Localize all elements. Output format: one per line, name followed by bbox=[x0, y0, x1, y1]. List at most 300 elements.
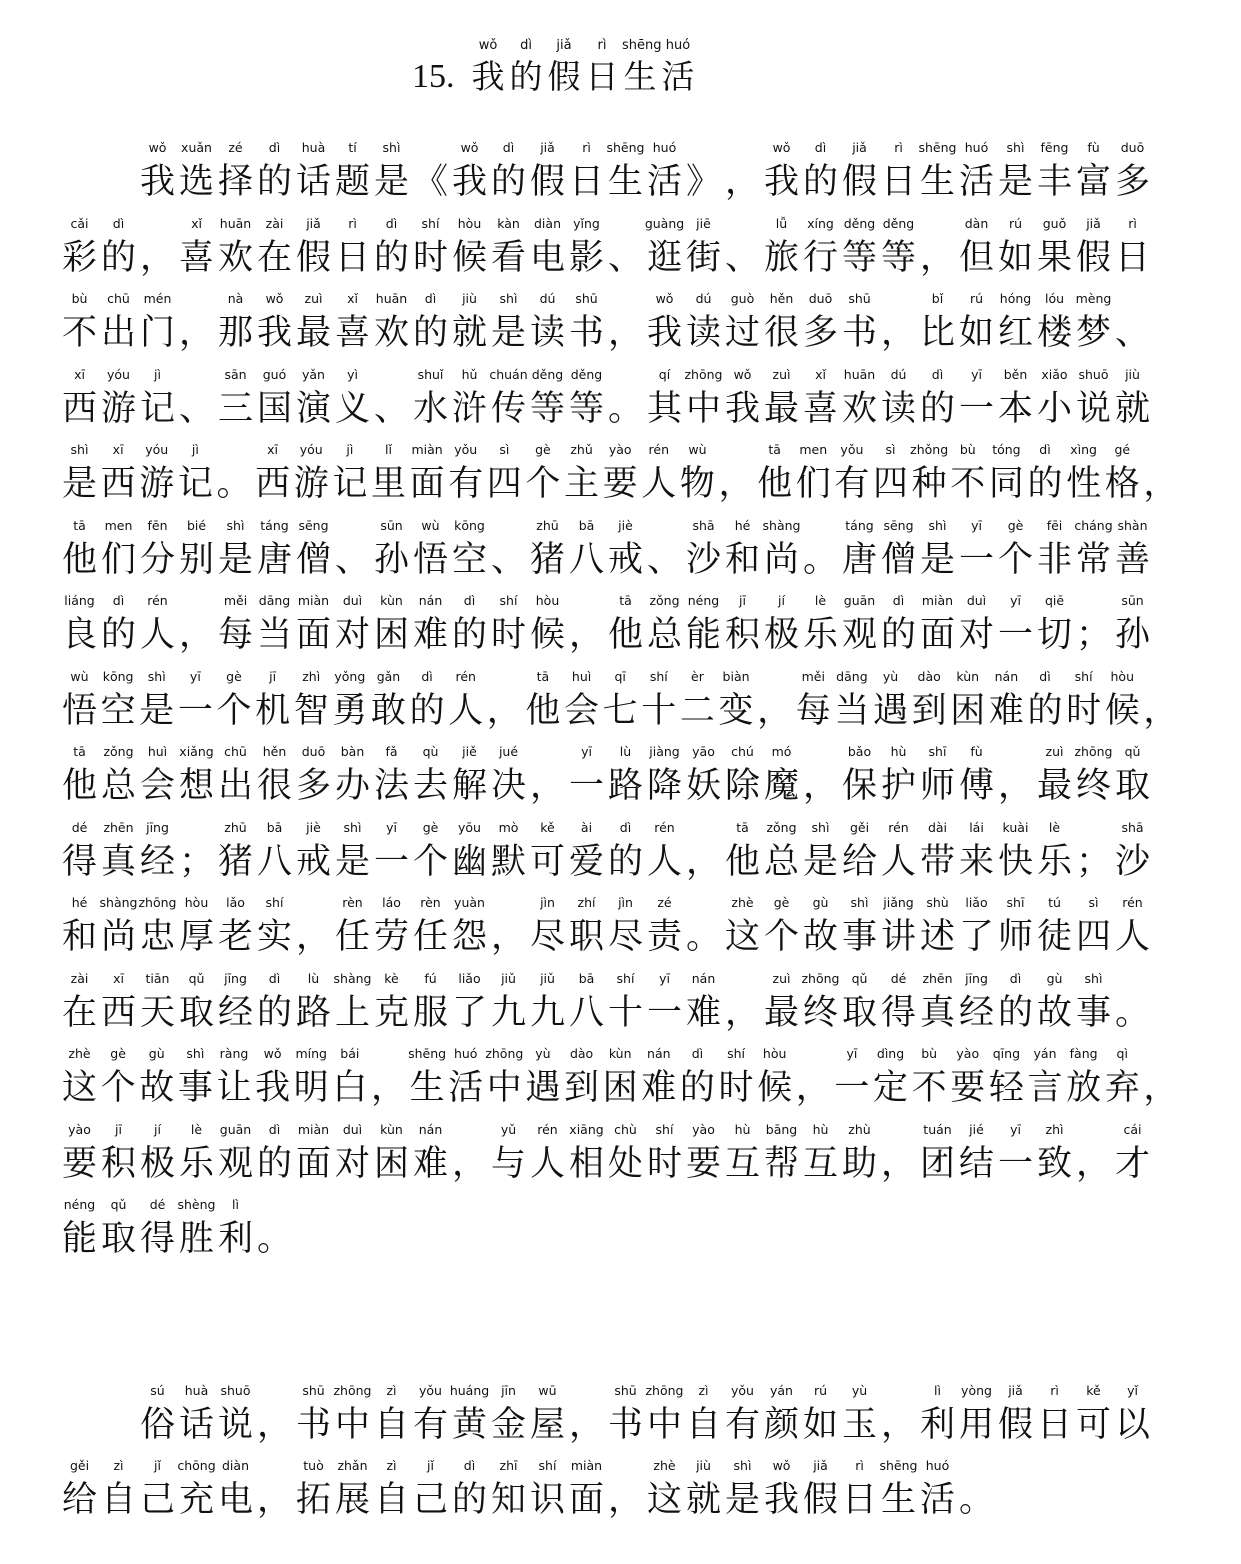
hanzi: 们 bbox=[795, 464, 831, 504]
page-title bbox=[0, 38, 1241, 98]
pinyin: lè bbox=[1048, 819, 1061, 835]
pinyin: dé bbox=[890, 970, 907, 986]
hanzi: 话 bbox=[178, 1404, 214, 1445]
pinyin: dào bbox=[569, 1046, 594, 1061]
pinyin: dì bbox=[421, 668, 433, 684]
pinyin: huān bbox=[843, 366, 876, 382]
hanzi: 红 bbox=[997, 313, 1033, 353]
hanzi: 游 bbox=[100, 388, 136, 429]
hanzi: 事 bbox=[841, 917, 877, 957]
hanzi: 水 bbox=[412, 388, 448, 429]
hanzi-with-pinyin bbox=[333, 367, 372, 443]
title-hanzi: 我 bbox=[471, 57, 505, 96]
hanzi: 玉 bbox=[841, 1404, 877, 1445]
hanzi: 性 bbox=[1066, 464, 1102, 504]
hanzi: 十 bbox=[607, 992, 643, 1033]
hanzi: 我 bbox=[139, 162, 175, 202]
pinyin: wù bbox=[70, 668, 89, 684]
pinyin: běn bbox=[1003, 366, 1028, 382]
pinyin: yǔ bbox=[500, 1121, 517, 1137]
pinyin: shēng bbox=[606, 140, 645, 155]
pinyin: xiǎng bbox=[179, 744, 214, 759]
punctuation bbox=[957, 1458, 996, 1534]
hanzi: 、 bbox=[646, 539, 682, 580]
pinyin: wù bbox=[688, 442, 707, 457]
pinyin: shì bbox=[186, 1046, 205, 1061]
pinyin: yǒu bbox=[419, 1382, 442, 1398]
hanzi: 时 bbox=[1066, 690, 1102, 731]
hanzi: 团 bbox=[919, 1143, 955, 1184]
hanzi-with-pinyin bbox=[1103, 1046, 1142, 1122]
pinyin: zhēn bbox=[103, 819, 134, 835]
hanzi-with-pinyin bbox=[567, 367, 606, 443]
hanzi: 定 bbox=[873, 1068, 909, 1108]
pinyin: dì bbox=[502, 140, 515, 155]
pinyin: rì bbox=[1128, 215, 1137, 231]
pinyin: yì bbox=[347, 366, 358, 382]
hanzi: 有 bbox=[834, 464, 870, 504]
hanzi: 降 bbox=[646, 766, 682, 806]
hanzi: 。 bbox=[216, 464, 252, 504]
hanzi: ； bbox=[178, 841, 214, 882]
hanzi: 帮 bbox=[763, 1143, 799, 1184]
pinyin: rén bbox=[648, 442, 670, 457]
title-pinyin: dì bbox=[520, 38, 532, 53]
hanzi: 空 bbox=[100, 690, 136, 731]
hanzi: ， bbox=[795, 1068, 831, 1108]
pinyin: jié bbox=[969, 1121, 984, 1137]
pinyin: bǐ bbox=[931, 291, 944, 306]
pinyin: jiǔ bbox=[540, 970, 555, 986]
pinyin: liǎo bbox=[458, 970, 481, 986]
hanzi: 中 bbox=[685, 388, 721, 429]
pinyin: bàn bbox=[340, 744, 365, 759]
hanzi: 喜 bbox=[334, 313, 370, 353]
hanzi: 、 bbox=[373, 388, 409, 429]
pinyin: shā bbox=[692, 517, 715, 533]
hanzi: 难 bbox=[988, 690, 1024, 731]
hanzi: 九 bbox=[490, 992, 526, 1033]
hanzi: 街 bbox=[685, 237, 721, 278]
hanzi: 看 bbox=[490, 237, 526, 278]
hanzi: ， bbox=[529, 766, 565, 806]
hanzi: 上 bbox=[334, 992, 370, 1033]
hanzi: 》 bbox=[685, 162, 721, 202]
hanzi: 记 bbox=[332, 464, 368, 504]
pinyin: qǔ bbox=[1124, 744, 1141, 759]
pinyin: guǒ bbox=[1042, 215, 1067, 231]
hanzi: 空 bbox=[451, 539, 487, 580]
hanzi-with-pinyin bbox=[567, 1458, 606, 1534]
pinyin: duō bbox=[808, 291, 833, 306]
pinyin: huì bbox=[571, 668, 592, 684]
pinyin: dú bbox=[695, 291, 712, 306]
hanzi: 能 bbox=[61, 1219, 97, 1259]
hanzi: 出 bbox=[100, 313, 136, 353]
hanzi: 其 bbox=[646, 388, 682, 429]
hanzi: 就 bbox=[1114, 388, 1150, 429]
pinyin: kàn bbox=[497, 215, 520, 231]
title-pinyin: wǒ bbox=[478, 38, 498, 53]
hanzi: 游 bbox=[293, 464, 329, 504]
hanzi: 。 bbox=[958, 1480, 994, 1520]
pinyin: yī bbox=[971, 366, 982, 382]
hanzi: 很 bbox=[763, 313, 799, 353]
hanzi: 黄 bbox=[451, 1404, 487, 1445]
pinyin: jí bbox=[154, 1121, 161, 1137]
hanzi: 悟 bbox=[412, 539, 448, 580]
pinyin: shēng bbox=[918, 140, 957, 155]
pinyin: jiě bbox=[462, 744, 477, 759]
hanzi: 我 bbox=[763, 162, 799, 202]
hanzi: 经 bbox=[958, 992, 994, 1033]
pinyin: kùn bbox=[956, 668, 980, 684]
pinyin: duì bbox=[966, 593, 987, 608]
pinyin: mò bbox=[498, 819, 519, 835]
text-line bbox=[60, 820, 1180, 896]
hanzi: 日 bbox=[841, 1480, 877, 1520]
hanzi: 丰 bbox=[1036, 162, 1072, 202]
hanzi: 幽 bbox=[451, 841, 487, 882]
hanzi: 中 bbox=[334, 1404, 370, 1445]
hanzi: 实 bbox=[256, 917, 292, 957]
hanzi: 小 bbox=[1036, 388, 1072, 429]
hanzi: 故 bbox=[139, 1068, 175, 1108]
pinyin: chū bbox=[224, 744, 247, 759]
text-line bbox=[60, 442, 1180, 518]
pinyin: yù bbox=[851, 1382, 868, 1398]
pinyin: shí bbox=[499, 593, 518, 608]
hanzi: 记 bbox=[177, 464, 213, 504]
pinyin: tuò bbox=[303, 1458, 324, 1473]
hanzi: 书 bbox=[607, 1404, 643, 1445]
hanzi: 俗 bbox=[139, 1404, 175, 1445]
hanzi: 职 bbox=[568, 917, 604, 957]
pinyin: dú bbox=[539, 291, 556, 306]
hanzi: 种 bbox=[911, 464, 947, 504]
hanzi: 天 bbox=[139, 992, 175, 1033]
hanzi: 决 bbox=[490, 766, 526, 806]
pinyin: yǒng bbox=[334, 668, 366, 684]
hanzi-with-pinyin bbox=[216, 1197, 255, 1273]
pinyin: xī bbox=[112, 442, 124, 457]
hanzi-with-pinyin bbox=[606, 518, 645, 594]
pinyin: yán bbox=[1033, 1046, 1057, 1061]
hanzi: 责 bbox=[646, 917, 682, 957]
hanzi-with-pinyin bbox=[330, 1046, 369, 1122]
pinyin: mén bbox=[143, 291, 172, 306]
pinyin: zhū bbox=[536, 517, 559, 533]
hanzi: 。 bbox=[802, 539, 838, 580]
pinyin: zhè bbox=[653, 1458, 676, 1473]
hanzi-with-pinyin bbox=[567, 291, 606, 367]
hanzi: 三 bbox=[217, 388, 253, 429]
title-char bbox=[622, 38, 662, 98]
pinyin: cháng bbox=[1074, 517, 1113, 533]
hanzi: 不 bbox=[61, 313, 97, 353]
hanzi-with-pinyin bbox=[918, 1458, 957, 1534]
hanzi: 二 bbox=[679, 690, 715, 731]
pinyin: miàn bbox=[921, 593, 954, 608]
hanzi: 对 bbox=[334, 615, 370, 655]
pinyin: shí bbox=[421, 215, 440, 231]
hanzi: 面 bbox=[568, 1480, 604, 1520]
pinyin: yǎn bbox=[302, 366, 325, 382]
hanzi-with-pinyin bbox=[645, 895, 684, 971]
pinyin: shī bbox=[1006, 895, 1025, 910]
hanzi: 个 bbox=[216, 690, 252, 731]
pinyin: yào bbox=[68, 1121, 91, 1137]
hanzi: 话 bbox=[295, 162, 331, 202]
hanzi: 可 bbox=[529, 841, 565, 882]
hanzi: 说 bbox=[217, 1404, 253, 1445]
hanzi-with-pinyin bbox=[567, 216, 606, 292]
pinyin: qí bbox=[658, 366, 671, 382]
hanzi: 积 bbox=[100, 1143, 136, 1184]
pinyin: yī bbox=[581, 744, 592, 759]
hanzi: 切 bbox=[1036, 615, 1072, 655]
pinyin: děng bbox=[882, 215, 915, 231]
hanzi: 生 bbox=[607, 162, 643, 202]
pinyin: zhè bbox=[731, 895, 754, 910]
pinyin: shí bbox=[616, 970, 635, 986]
hanzi: 最 bbox=[763, 992, 799, 1033]
hanzi: 电 bbox=[529, 237, 565, 278]
pinyin: dàn bbox=[964, 215, 989, 231]
pinyin: tuán bbox=[923, 1121, 952, 1137]
pinyin: zuì bbox=[772, 970, 791, 986]
pinyin: shuō bbox=[220, 1382, 251, 1398]
pinyin: jiǎ bbox=[1086, 215, 1101, 231]
hanzi: 面 bbox=[919, 615, 955, 655]
hanzi: 能 bbox=[685, 615, 721, 655]
hanzi: 的 bbox=[256, 1143, 292, 1184]
hanzi: 才 bbox=[1114, 1143, 1150, 1184]
hanzi: 里 bbox=[370, 464, 406, 504]
pinyin: lè bbox=[814, 593, 827, 608]
hanzi: ， bbox=[724, 992, 760, 1033]
hanzi: 我 bbox=[256, 313, 292, 353]
hanzi: 主 bbox=[564, 464, 600, 504]
pinyin: dào bbox=[917, 668, 941, 684]
pinyin: duō bbox=[1120, 140, 1145, 155]
text-line bbox=[60, 1046, 1180, 1122]
pinyin: shī bbox=[928, 744, 947, 759]
hanzi: 欢 bbox=[841, 388, 877, 429]
pinyin: gěi bbox=[849, 819, 870, 835]
hanzi-with-pinyin bbox=[879, 216, 918, 292]
hanzi: 活 bbox=[919, 1480, 955, 1520]
pinyin: zhì bbox=[302, 668, 321, 684]
pinyin: gè bbox=[773, 895, 790, 910]
hanzi: 、 bbox=[1114, 313, 1150, 353]
hanzi: 有 bbox=[448, 464, 484, 504]
hanzi: 活 bbox=[958, 162, 994, 202]
hanzi: 爱 bbox=[568, 841, 604, 882]
hanzi: ， bbox=[139, 237, 175, 278]
pinyin: fēng bbox=[1040, 140, 1069, 155]
hanzi-with-pinyin bbox=[216, 1458, 255, 1534]
hanzi-with-pinyin bbox=[176, 442, 215, 518]
hanzi: 得 bbox=[880, 992, 916, 1033]
pinyin: dì bbox=[424, 291, 437, 306]
hanzi: 不 bbox=[950, 464, 986, 504]
pinyin: gù bbox=[812, 895, 829, 910]
hanzi-with-pinyin bbox=[645, 820, 684, 896]
pinyin: láo bbox=[382, 895, 401, 910]
pinyin: zhǔ bbox=[570, 442, 593, 457]
hanzi: 个 bbox=[412, 841, 448, 882]
hanzi: 读 bbox=[529, 313, 565, 353]
pinyin: hù bbox=[812, 1121, 829, 1137]
hanzi: 每 bbox=[795, 690, 831, 731]
hanzi: ， bbox=[802, 766, 838, 806]
hanzi: ， bbox=[997, 766, 1033, 806]
pinyin: kuài bbox=[1002, 819, 1029, 835]
pinyin: táng bbox=[845, 517, 874, 533]
pinyin: men bbox=[104, 517, 133, 533]
pinyin: shì bbox=[811, 819, 830, 835]
pinyin: wǒ bbox=[655, 291, 674, 306]
hanzi: 面 bbox=[409, 464, 445, 504]
hanzi: 是 bbox=[334, 841, 370, 882]
pinyin: shí bbox=[1074, 668, 1093, 684]
hanzi: 是 bbox=[373, 162, 409, 202]
pinyin: qù bbox=[422, 744, 439, 759]
hanzi: ； bbox=[1075, 841, 1111, 882]
pinyin: zhēn bbox=[922, 970, 953, 986]
hanzi: ， bbox=[1143, 690, 1179, 731]
hanzi: 对 bbox=[958, 615, 994, 655]
pinyin: yī bbox=[971, 517, 982, 533]
pinyin: rì bbox=[1050, 1382, 1059, 1398]
hanzi: ， bbox=[178, 313, 214, 353]
hanzi: 忠 bbox=[139, 917, 175, 957]
pinyin: qì bbox=[1116, 1046, 1128, 1061]
text-line bbox=[60, 518, 1180, 594]
hanzi: 服 bbox=[412, 992, 448, 1033]
pinyin: gěi bbox=[69, 1458, 90, 1473]
hanzi: 颜 bbox=[763, 1404, 799, 1445]
pinyin: zài bbox=[70, 970, 89, 986]
pinyin: xī bbox=[267, 442, 279, 457]
pinyin: zé bbox=[657, 895, 672, 910]
pinyin: rén bbox=[455, 668, 476, 684]
pinyin: yào bbox=[956, 1046, 980, 1061]
pinyin: dì bbox=[268, 970, 281, 986]
pinyin: sūn bbox=[380, 517, 403, 533]
pinyin: rú bbox=[1008, 215, 1023, 231]
pinyin: fàng bbox=[1069, 1046, 1098, 1061]
pinyin: shì bbox=[382, 140, 401, 155]
hanzi: 极 bbox=[763, 615, 799, 655]
hanzi: 敢 bbox=[370, 690, 406, 731]
pinyin: tā bbox=[619, 593, 632, 608]
pinyin: nán bbox=[994, 668, 1019, 684]
hanzi: 傅 bbox=[958, 766, 994, 806]
pinyin: cǎi bbox=[70, 215, 89, 231]
hanzi: 、 bbox=[490, 539, 526, 580]
pinyin: dì bbox=[385, 215, 398, 231]
hanzi: 逛 bbox=[646, 237, 682, 278]
hanzi: 候 bbox=[757, 1068, 793, 1108]
hanzi: 假 bbox=[529, 162, 565, 202]
pinyin: bù bbox=[71, 291, 88, 306]
pinyin: zhōng bbox=[485, 1046, 524, 1061]
hanzi: 利 bbox=[919, 1404, 955, 1445]
punctuation bbox=[1141, 1046, 1180, 1122]
hanzi: 助 bbox=[841, 1143, 877, 1184]
hanzi: 极 bbox=[139, 1143, 175, 1184]
hanzi: 取 bbox=[178, 992, 214, 1033]
hanzi: 善 bbox=[1114, 539, 1150, 580]
hanzi: 时 bbox=[412, 237, 448, 278]
pinyin: guān bbox=[843, 593, 876, 608]
pinyin: dì bbox=[463, 593, 476, 608]
hanzi: 最 bbox=[763, 388, 799, 429]
hanzi-with-pinyin bbox=[138, 820, 177, 896]
pinyin: yǒu bbox=[731, 1382, 754, 1398]
pinyin: jiǔ bbox=[501, 970, 516, 986]
pinyin: chōng bbox=[177, 1458, 216, 1473]
hanzi: 的 bbox=[256, 162, 292, 202]
pinyin: rén bbox=[147, 593, 168, 608]
hanzi: 和 bbox=[61, 917, 97, 957]
hanzi: 戒 bbox=[607, 539, 643, 580]
text-line bbox=[60, 291, 1180, 367]
pinyin: dì bbox=[112, 215, 125, 231]
pinyin: gù bbox=[1046, 970, 1063, 986]
pinyin: zǒng bbox=[766, 819, 797, 835]
hanzi: 就 bbox=[685, 1480, 721, 1520]
pinyin: miàn bbox=[570, 1458, 603, 1473]
hanzi: 格 bbox=[1104, 464, 1140, 504]
hanzi-with-pinyin bbox=[528, 1383, 567, 1459]
hanzi: 尚 bbox=[100, 917, 136, 957]
hanzi: 让 bbox=[216, 1068, 252, 1108]
hanzi: 困 bbox=[950, 690, 986, 731]
hanzi: 们 bbox=[100, 539, 136, 580]
hanzi: 经 bbox=[139, 841, 175, 882]
hanzi: 要 bbox=[685, 1143, 721, 1184]
hanzi: 的 bbox=[256, 992, 292, 1033]
pinyin: hòu bbox=[1110, 668, 1134, 684]
pinyin: yào bbox=[608, 442, 632, 457]
pinyin: zuì bbox=[1045, 744, 1064, 759]
pinyin: lù bbox=[307, 970, 320, 986]
hanzi: 用 bbox=[958, 1404, 994, 1445]
pinyin: huó bbox=[925, 1458, 950, 1473]
pinyin: rì bbox=[894, 140, 903, 155]
hanzi: 假 bbox=[1075, 237, 1111, 278]
hanzi: 变 bbox=[718, 690, 754, 731]
hanzi: 到 bbox=[564, 1068, 600, 1108]
hanzi: 取 bbox=[100, 1219, 136, 1259]
hanzi: 假 bbox=[997, 1404, 1033, 1445]
pinyin: rén bbox=[1122, 895, 1143, 910]
hanzi-with-pinyin bbox=[717, 669, 756, 745]
hanzi: 他 bbox=[61, 766, 97, 806]
pinyin: zhí bbox=[577, 895, 596, 910]
hanzi: 己 bbox=[139, 1480, 175, 1520]
hanzi: 人 bbox=[641, 464, 677, 504]
hanzi: 的 bbox=[679, 1068, 715, 1108]
hanzi: 尽 bbox=[607, 917, 643, 957]
pinyin: wǒ bbox=[460, 140, 479, 155]
hanzi: 遇 bbox=[873, 690, 909, 731]
hanzi: 孙 bbox=[373, 539, 409, 580]
hanzi-with-pinyin bbox=[294, 518, 333, 594]
